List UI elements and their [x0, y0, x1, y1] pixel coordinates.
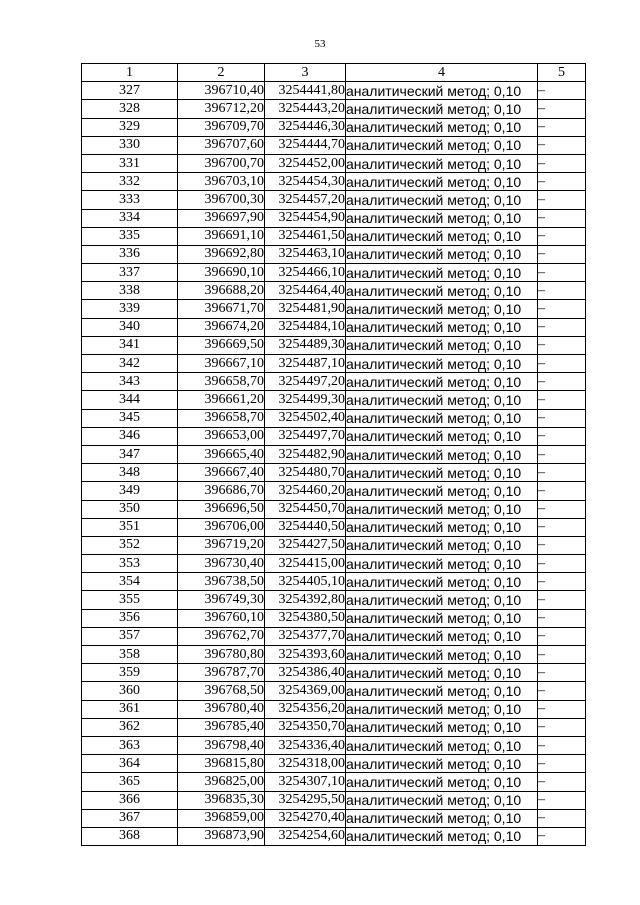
x-coordinate-cell: 396780,40: [178, 700, 265, 718]
x-coordinate-cell: 396712,20: [178, 100, 265, 118]
point-number-cell: 353: [82, 555, 178, 573]
note-cell: –: [538, 591, 586, 609]
note-cell: –: [538, 373, 586, 391]
x-coordinate-cell: 396798,40: [178, 736, 265, 754]
x-coordinate-cell: 396835,30: [178, 791, 265, 809]
table-row: [82, 536, 586, 554]
method-cell: аналитический метод; 0,10: [346, 555, 538, 573]
table-row: [82, 682, 586, 700]
method-cell: аналитический метод; 0,10: [346, 464, 538, 482]
y-coordinate-cell: 3254350,70: [265, 718, 346, 736]
table-row: [82, 482, 586, 500]
method-cell: аналитический метод; 0,10: [346, 773, 538, 791]
method-cell: аналитический метод; 0,10: [346, 409, 538, 427]
header-y-coordinate: 3: [265, 64, 346, 82]
note-cell: –: [538, 355, 586, 373]
y-coordinate-cell: 3254481,90: [265, 300, 346, 318]
point-number-cell: 368: [82, 827, 178, 845]
point-number-cell: 352: [82, 536, 178, 554]
table-row: [82, 209, 586, 227]
note-cell: –: [538, 409, 586, 427]
note-cell: –: [538, 318, 586, 336]
y-coordinate-cell: 3254452,00: [265, 154, 346, 172]
table-row: [82, 427, 586, 445]
y-coordinate-cell: 3254487,10: [265, 355, 346, 373]
method-cell: аналитический метод; 0,10: [346, 173, 538, 191]
table-row: [82, 245, 586, 263]
note-cell: –: [538, 755, 586, 773]
y-coordinate-cell: 3254254,60: [265, 827, 346, 845]
x-coordinate-cell: 396697,90: [178, 209, 265, 227]
note-cell: –: [538, 82, 586, 100]
header-note: 5: [538, 64, 586, 82]
method-cell: аналитический метод; 0,10: [346, 136, 538, 154]
table-row: [82, 82, 586, 100]
note-cell: –: [538, 518, 586, 536]
method-cell: аналитический метод; 0,10: [346, 482, 538, 500]
note-cell: –: [538, 573, 586, 591]
note-cell: –: [538, 482, 586, 500]
point-number-cell: 345: [82, 409, 178, 427]
table-row: [82, 282, 586, 300]
method-cell: аналитический метод; 0,10: [346, 373, 538, 391]
note-cell: –: [538, 209, 586, 227]
note-cell: –: [538, 736, 586, 754]
x-coordinate-cell: 396661,20: [178, 391, 265, 409]
x-coordinate-cell: 396709,70: [178, 118, 265, 136]
point-number-cell: 348: [82, 464, 178, 482]
y-coordinate-cell: 3254482,90: [265, 445, 346, 463]
method-cell: аналитический метод; 0,10: [346, 609, 538, 627]
y-coordinate-cell: 3254307,10: [265, 773, 346, 791]
y-coordinate-cell: 3254444,70: [265, 136, 346, 154]
point-number-cell: 336: [82, 245, 178, 263]
table-row: [82, 627, 586, 645]
point-number-cell: 366: [82, 791, 178, 809]
note-cell: –: [538, 427, 586, 445]
x-coordinate-cell: 396706,00: [178, 518, 265, 536]
method-cell: аналитический метод; 0,10: [346, 809, 538, 827]
method-cell: аналитический метод; 0,10: [346, 646, 538, 664]
method-cell: аналитический метод; 0,10: [346, 664, 538, 682]
table-row: [82, 773, 586, 791]
table-row: [82, 718, 586, 736]
method-cell: аналитический метод; 0,10: [346, 318, 538, 336]
method-cell: аналитический метод; 0,10: [346, 682, 538, 700]
x-coordinate-cell: 396692,80: [178, 245, 265, 263]
method-cell: аналитический метод; 0,10: [346, 227, 538, 245]
y-coordinate-cell: 3254454,30: [265, 173, 346, 191]
method-cell: аналитический метод; 0,10: [346, 591, 538, 609]
note-cell: –: [538, 445, 586, 463]
table-row: [82, 445, 586, 463]
point-number-cell: 367: [82, 809, 178, 827]
note-cell: –: [538, 646, 586, 664]
point-number-cell: 346: [82, 427, 178, 445]
table-row: [82, 500, 586, 518]
point-number-cell: 329: [82, 118, 178, 136]
header-method: 4: [346, 64, 538, 82]
method-cell: аналитический метод; 0,10: [346, 154, 538, 172]
x-coordinate-cell: 396700,70: [178, 154, 265, 172]
point-number-cell: 351: [82, 518, 178, 536]
y-coordinate-cell: 3254440,50: [265, 518, 346, 536]
y-coordinate-cell: 3254463,10: [265, 245, 346, 263]
note-cell: –: [538, 336, 586, 354]
point-number-cell: 358: [82, 646, 178, 664]
table-row: [82, 100, 586, 118]
x-coordinate-cell: 396686,70: [178, 482, 265, 500]
note-cell: –: [538, 609, 586, 627]
y-coordinate-cell: 3254356,20: [265, 700, 346, 718]
method-cell: аналитический метод; 0,10: [346, 518, 538, 536]
method-cell: аналитический метод; 0,10: [346, 391, 538, 409]
x-coordinate-cell: 396690,10: [178, 264, 265, 282]
method-cell: аналитический метод; 0,10: [346, 209, 538, 227]
note-cell: –: [538, 682, 586, 700]
table-header-row: [82, 64, 586, 82]
y-coordinate-cell: 3254502,40: [265, 409, 346, 427]
table-row: [82, 355, 586, 373]
method-cell: аналитический метод; 0,10: [346, 445, 538, 463]
table-body: [82, 82, 586, 846]
method-cell: аналитический метод; 0,10: [346, 627, 538, 645]
y-coordinate-cell: 3254270,40: [265, 809, 346, 827]
y-coordinate-cell: 3254484,10: [265, 318, 346, 336]
point-number-cell: 340: [82, 318, 178, 336]
point-number-cell: 332: [82, 173, 178, 191]
note-cell: –: [538, 809, 586, 827]
point-number-cell: 343: [82, 373, 178, 391]
point-number-cell: 334: [82, 209, 178, 227]
point-number-cell: 364: [82, 755, 178, 773]
y-coordinate-cell: 3254450,70: [265, 500, 346, 518]
table-row: [82, 227, 586, 245]
x-coordinate-cell: 396815,80: [178, 755, 265, 773]
method-cell: аналитический метод; 0,10: [346, 827, 538, 845]
note-cell: –: [538, 136, 586, 154]
x-coordinate-cell: 396707,60: [178, 136, 265, 154]
y-coordinate-cell: 3254461,50: [265, 227, 346, 245]
note-cell: –: [538, 500, 586, 518]
y-coordinate-cell: 3254497,70: [265, 427, 346, 445]
note-cell: –: [538, 664, 586, 682]
header-x-coordinate: 2: [178, 64, 265, 82]
table-row: [82, 300, 586, 318]
y-coordinate-cell: 3254393,60: [265, 646, 346, 664]
x-coordinate-cell: 396669,50: [178, 336, 265, 354]
method-cell: аналитический метод; 0,10: [346, 755, 538, 773]
y-coordinate-cell: 3254295,50: [265, 791, 346, 809]
method-cell: аналитический метод; 0,10: [346, 791, 538, 809]
point-number-cell: 330: [82, 136, 178, 154]
note-cell: –: [538, 282, 586, 300]
x-coordinate-cell: 396688,20: [178, 282, 265, 300]
note-cell: –: [538, 227, 586, 245]
method-cell: аналитический метод; 0,10: [346, 718, 538, 736]
note-cell: –: [538, 154, 586, 172]
note-cell: –: [538, 773, 586, 791]
x-coordinate-cell: 396768,50: [178, 682, 265, 700]
table-row: [82, 464, 586, 482]
table-row: [82, 154, 586, 172]
y-coordinate-cell: 3254380,50: [265, 609, 346, 627]
table-row: [82, 391, 586, 409]
note-cell: –: [538, 173, 586, 191]
point-number-cell: 359: [82, 664, 178, 682]
y-coordinate-cell: 3254336,40: [265, 736, 346, 754]
point-number-cell: 338: [82, 282, 178, 300]
point-number-cell: 362: [82, 718, 178, 736]
table-row: [82, 809, 586, 827]
x-coordinate-cell: 396719,20: [178, 536, 265, 554]
table-row: [82, 609, 586, 627]
point-number-cell: 342: [82, 355, 178, 373]
x-coordinate-cell: 396667,10: [178, 355, 265, 373]
x-coordinate-cell: 396671,70: [178, 300, 265, 318]
method-cell: аналитический метод; 0,10: [346, 573, 538, 591]
point-number-cell: 327: [82, 82, 178, 100]
point-number-cell: 360: [82, 682, 178, 700]
table-row: [82, 664, 586, 682]
table-row: [82, 136, 586, 154]
note-cell: –: [538, 391, 586, 409]
point-number-cell: 354: [82, 573, 178, 591]
point-number-cell: 350: [82, 500, 178, 518]
note-cell: –: [538, 100, 586, 118]
x-coordinate-cell: 396667,40: [178, 464, 265, 482]
table-row: [82, 118, 586, 136]
y-coordinate-cell: 3254369,00: [265, 682, 346, 700]
x-coordinate-cell: 396730,40: [178, 555, 265, 573]
method-cell: аналитический метод; 0,10: [346, 245, 538, 263]
table-row: [82, 700, 586, 718]
x-coordinate-cell: 396665,40: [178, 445, 265, 463]
y-coordinate-cell: 3254446,30: [265, 118, 346, 136]
x-coordinate-cell: 396749,30: [178, 591, 265, 609]
y-coordinate-cell: 3254405,10: [265, 573, 346, 591]
table-row: [82, 409, 586, 427]
table-row: [82, 373, 586, 391]
note-cell: –: [538, 300, 586, 318]
y-coordinate-cell: 3254392,80: [265, 591, 346, 609]
table-row: [82, 336, 586, 354]
y-coordinate-cell: 3254377,70: [265, 627, 346, 645]
point-number-cell: 349: [82, 482, 178, 500]
table-row: [82, 791, 586, 809]
y-coordinate-cell: 3254318,00: [265, 755, 346, 773]
method-cell: аналитический метод; 0,10: [346, 264, 538, 282]
x-coordinate-cell: 396859,00: [178, 809, 265, 827]
method-cell: аналитический метод; 0,10: [346, 700, 538, 718]
method-cell: аналитический метод; 0,10: [346, 118, 538, 136]
x-coordinate-cell: 396738,50: [178, 573, 265, 591]
x-coordinate-cell: 396787,70: [178, 664, 265, 682]
note-cell: –: [538, 118, 586, 136]
table-row: [82, 591, 586, 609]
point-number-cell: 328: [82, 100, 178, 118]
note-cell: –: [538, 536, 586, 554]
table-row: [82, 518, 586, 536]
x-coordinate-cell: 396691,10: [178, 227, 265, 245]
method-cell: аналитический метод; 0,10: [346, 736, 538, 754]
y-coordinate-cell: 3254415,00: [265, 555, 346, 573]
x-coordinate-cell: 396710,40: [178, 82, 265, 100]
y-coordinate-cell: 3254457,20: [265, 191, 346, 209]
point-number-cell: 361: [82, 700, 178, 718]
point-number-cell: 335: [82, 227, 178, 245]
y-coordinate-cell: 3254497,20: [265, 373, 346, 391]
x-coordinate-cell: 396700,30: [178, 191, 265, 209]
note-cell: –: [538, 464, 586, 482]
table-row: [82, 573, 586, 591]
table-row: [82, 173, 586, 191]
header-point-number: 1: [82, 64, 178, 82]
table-row: [82, 646, 586, 664]
point-number-cell: 365: [82, 773, 178, 791]
method-cell: аналитический метод; 0,10: [346, 355, 538, 373]
note-cell: –: [538, 627, 586, 645]
method-cell: аналитический метод; 0,10: [346, 82, 538, 100]
x-coordinate-cell: 396674,20: [178, 318, 265, 336]
y-coordinate-cell: 3254480,70: [265, 464, 346, 482]
table-row: [82, 191, 586, 209]
method-cell: аналитический метод; 0,10: [346, 500, 538, 518]
method-cell: аналитический метод; 0,10: [346, 282, 538, 300]
point-number-cell: 339: [82, 300, 178, 318]
point-number-cell: 363: [82, 736, 178, 754]
y-coordinate-cell: 3254464,40: [265, 282, 346, 300]
y-coordinate-cell: 3254441,80: [265, 82, 346, 100]
x-coordinate-cell: 396762,70: [178, 627, 265, 645]
note-cell: –: [538, 827, 586, 845]
note-cell: –: [538, 718, 586, 736]
table-row: [82, 755, 586, 773]
point-number-cell: 344: [82, 391, 178, 409]
y-coordinate-cell: 3254499,30: [265, 391, 346, 409]
method-cell: аналитический метод; 0,10: [346, 100, 538, 118]
x-coordinate-cell: 396658,70: [178, 409, 265, 427]
y-coordinate-cell: 3254443,20: [265, 100, 346, 118]
x-coordinate-cell: 396873,90: [178, 827, 265, 845]
coordinates-table: [81, 63, 586, 846]
table-row: [82, 827, 586, 845]
y-coordinate-cell: 3254427,50: [265, 536, 346, 554]
note-cell: –: [538, 555, 586, 573]
point-number-cell: 355: [82, 591, 178, 609]
point-number-cell: 347: [82, 445, 178, 463]
x-coordinate-cell: 396825,00: [178, 773, 265, 791]
point-number-cell: 333: [82, 191, 178, 209]
note-cell: –: [538, 264, 586, 282]
point-number-cell: 357: [82, 627, 178, 645]
method-cell: аналитический метод; 0,10: [346, 336, 538, 354]
method-cell: аналитический метод; 0,10: [346, 536, 538, 554]
x-coordinate-cell: 396696,50: [178, 500, 265, 518]
point-number-cell: 341: [82, 336, 178, 354]
note-cell: –: [538, 191, 586, 209]
y-coordinate-cell: 3254454,90: [265, 209, 346, 227]
table-row: [82, 555, 586, 573]
point-number-cell: 331: [82, 154, 178, 172]
note-cell: –: [538, 791, 586, 809]
x-coordinate-cell: 396658,70: [178, 373, 265, 391]
y-coordinate-cell: 3254460,20: [265, 482, 346, 500]
point-number-cell: 337: [82, 264, 178, 282]
x-coordinate-cell: 396653,00: [178, 427, 265, 445]
table-row: [82, 318, 586, 336]
x-coordinate-cell: 396780,80: [178, 646, 265, 664]
note-cell: –: [538, 245, 586, 263]
x-coordinate-cell: 396760,10: [178, 609, 265, 627]
table-row: [82, 264, 586, 282]
method-cell: аналитический метод; 0,10: [346, 427, 538, 445]
point-number-cell: 356: [82, 609, 178, 627]
page-number: 53: [314, 38, 326, 50]
method-cell: аналитический метод; 0,10: [346, 191, 538, 209]
note-cell: –: [538, 700, 586, 718]
x-coordinate-cell: 396703,10: [178, 173, 265, 191]
y-coordinate-cell: 3254466,10: [265, 264, 346, 282]
table-row: [82, 736, 586, 754]
method-cell: аналитический метод; 0,10: [346, 300, 538, 318]
y-coordinate-cell: 3254386,40: [265, 664, 346, 682]
y-coordinate-cell: 3254489,30: [265, 336, 346, 354]
x-coordinate-cell: 396785,40: [178, 718, 265, 736]
